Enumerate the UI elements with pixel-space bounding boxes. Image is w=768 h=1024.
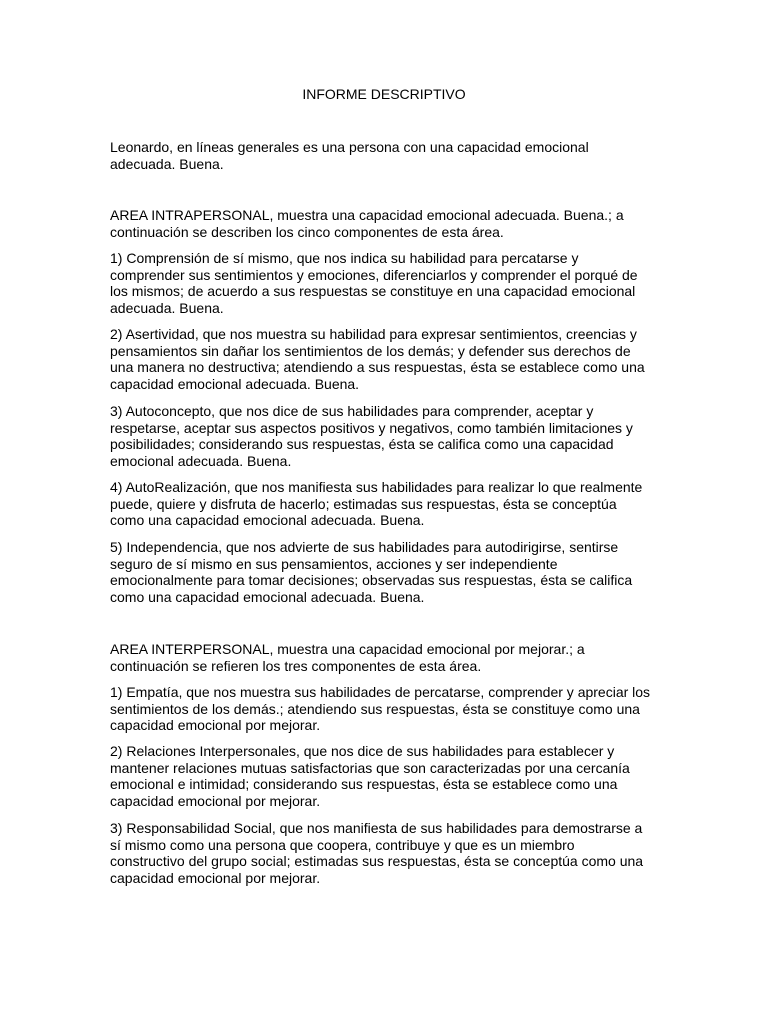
text-line: posibilidades; considerando sus respuestas, ésta se califica como una capacidad <box>110 436 614 453</box>
interpersonal-item-1 <box>110 684 670 734</box>
text-line: sentimientos de los demás.; atendiendo sus respuestas, ésta se constituye como una <box>110 700 640 717</box>
text-line: 2) Asertividad, que nos muestra su habilidad para expresar sentimientos, creencias y <box>110 326 637 342</box>
text-line: continuación se describen los cinco componentes de esta área. <box>110 223 504 240</box>
intrapersonal-item-1 <box>110 250 670 317</box>
text-line: comprender sus sentimientos y emociones, diferenciarlos y comprender el porqué de <box>110 266 638 283</box>
text-line: sí mismo como una persona que coopera, contribuye y que es un miembro <box>110 836 575 853</box>
intrapersonal-item-4 <box>110 479 670 529</box>
text-line: emocionalmente para tomar decisiones; observadas sus respuestas, ésta se califica <box>110 572 633 589</box>
document-title: INFORME DESCRIPTIVO <box>302 86 466 102</box>
text-line: una manera no destructiva; atendiendo a sus respuestas, ésta se establece como una <box>110 359 645 376</box>
text-line: seguro de sí mismo en sus pensamientos, acciones y ser independiente <box>110 555 558 572</box>
intro-paragraph <box>110 139 670 172</box>
text-line: capacidad emocional por mejorar. <box>110 717 321 734</box>
text-line: Leonardo, en líneas generales es una persona con una capacidad emocional <box>110 139 589 155</box>
intrapersonal-item-3 <box>110 403 670 470</box>
text-line: puede, quiere y disfruta de hacerlo; estimadas sus respuestas, ésta se conceptúa <box>110 495 617 512</box>
text-line: como una capacidad emocional adecuada. Buena. <box>110 589 425 606</box>
text-line: AREA INTERPERSONAL, muestra una capacidad emocional por mejorar.; a <box>110 641 585 657</box>
text-line: los mismos; de acuerdo a sus respuestas se constituye en una capacidad emocional <box>110 283 636 300</box>
text-line: emocional adecuada. Buena. <box>110 453 292 470</box>
text-line: 3) Autoconcepto, que nos dice de sus habilidades para comprender, aceptar y <box>110 403 594 419</box>
text-line: constructivo del grupo social; estimadas sus respuestas, ésta se conceptúa como una <box>110 853 644 870</box>
text-line: capacidad emocional adecuada. Buena. <box>110 376 360 393</box>
text-line: 1) Comprensión de sí mismo, que nos indica su habilidad para percatarse y <box>110 250 579 266</box>
interpersonal-item-2 <box>110 743 670 810</box>
text-line: emocional e intimidad; considerando sus respuestas, ésta se establece como una <box>110 776 618 793</box>
text-line: como una capacidad emocional adecuada. Buena. <box>110 512 425 529</box>
text-line: 1) Empatía, que nos muestra sus habilidades de percatarse, comprender y apreciar los <box>110 684 651 700</box>
text-line: capacidad emocional por mejorar. <box>110 870 321 887</box>
text-line: adecuada. Buena. <box>110 155 224 172</box>
interpersonal-heading-paragraph <box>110 641 670 674</box>
text-line: respetarse, aceptar sus aspectos positivos y negativos, como también limitaciones y <box>110 419 633 436</box>
text-line: 3) Responsabilidad Social, que nos manifiesta de sus habilidades para demostrarse a <box>110 820 643 836</box>
intrapersonal-item-5 <box>110 539 670 606</box>
intrapersonal-heading-paragraph <box>110 207 670 240</box>
text-line: mantener relaciones mutuas satisfactorias que son caracterizadas por una cercanía <box>110 759 630 776</box>
text-line: AREA INTRAPERSONAL, muestra una capacidad emocional adecuada. Buena.; a <box>110 207 624 223</box>
interpersonal-item-3 <box>110 820 670 887</box>
text-line: pensamientos sin dañar los sentimientos de los demás; y defender sus derechos de <box>110 342 631 359</box>
intrapersonal-item-2 <box>110 326 670 393</box>
text-line: adecuada. Buena. <box>110 300 224 317</box>
text-line: continuación se refieren los tres componentes de esta área. <box>110 657 482 674</box>
text-line: 5) Independencia, que nos advierte de sus habilidades para autodirigirse, sentirse <box>110 539 619 555</box>
text-line: 2) Relaciones Interpersonales, que nos dice de sus habilidades para establecer y <box>110 743 615 759</box>
text-line: 4) AutoRealización, que nos manifiesta sus habilidades para realizar lo que realmente <box>110 479 643 495</box>
text-line: capacidad emocional por mejorar. <box>110 793 321 810</box>
